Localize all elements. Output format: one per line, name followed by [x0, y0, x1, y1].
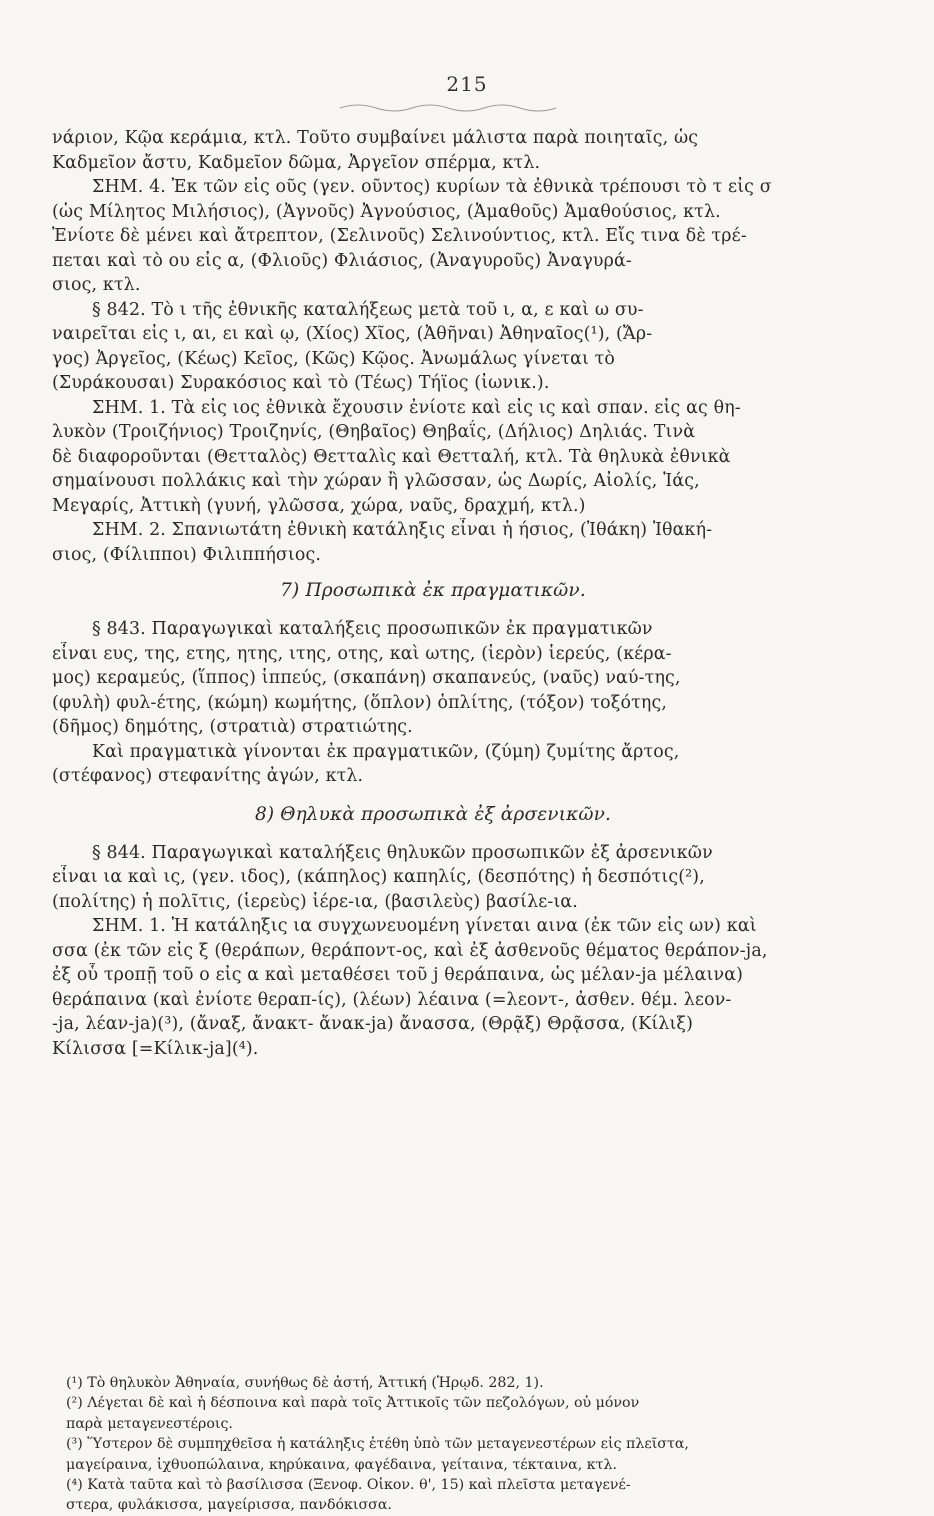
text-line: νάριον, Κῷα κεράμια, κτλ. Τοῦτο συμβαίνει μάλιστα παρὰ ποιηταῖς, ὡς — [52, 128, 699, 148]
text-line: § 843. Παραγωγικαὶ καταλήξεις προσωπικῶν ἐκ πραγματικῶν — [92, 619, 653, 639]
text-line: σσα (ἐκ τῶν εἰς ξ (θεράπων, θεράποντ-ος, καὶ ἐξ ἀσθενοῦς θέματος θεράπον-ja, — [52, 940, 768, 961]
text-line: (φυλὴ) φυλ-έτης, (κώμη) κωμήτης, (ὅπλον) ὁπλίτης, (τόξον) τοξότης, — [52, 692, 668, 713]
section-7-text — [52, 617, 814, 789]
text-line: σημαίνουσι πολλάκις καὶ τὴν χώραν ἢ γλῶσσαν, ὡς Δωρίς, Αἰολίς, Ἰάς, — [52, 471, 700, 491]
text-line: (¹) Τὸ θηλυκὸν Ἀθηναία, συνήθως δὲ ἀστή, Ἀττική (Ἡρῳδ. 282, 1). — [66, 1375, 544, 1391]
text-line: (⁴) Κατὰ ταῦτα καὶ τὸ βασίλισσα (Ξενοφ. Οἰκον. θ', 15) καὶ πλεῖστα μεταγενέ- — [66, 1476, 631, 1493]
text-line: στερα, φυλάκισσα, μαγείρισσα, πανδόκισσα. — [66, 1497, 392, 1514]
text-line: Ἐνίοτε δὲ μένει καὶ ἄτρεπτον, (Σελινοῦς) Σελινούντιος, κτλ. Εἴς τινα δὲ τρέ- — [52, 226, 747, 246]
text-line: ΣΗΜ. 1. Τὰ εἰς ιος ἐθνικὰ ἔχουσιν ἐνίοτε καὶ εἰς ις καὶ σπαν. εἰς ας θη- — [92, 397, 741, 418]
text-line: (³) Ὕστερον δὲ συμπηχθεῖσα ἡ κατάληξις ἐτέθη ὑπὸ τῶν μεταγενεστέρων εἰς πλεῖστα, — [66, 1436, 689, 1453]
text-line: θεράπαινα (καὶ ἐνίοτε θεραπ-ίς), (λέων) λέαινα (=λεοντ-, ἀσθεν. θέμ. λεον- — [52, 989, 732, 1010]
text-line: σιος, κτλ. — [52, 275, 141, 295]
section-8-text — [52, 841, 814, 1062]
text-line: δὲ διαφοροῦνται (Θετταλὸς) Θετταλὶς καὶ Θετταλή, κτλ. Τὰ θηλυκὰ ἐθνικὰ — [52, 446, 731, 467]
text-line: ναιρεῖται εἰς ι, αι, ει καὶ ῳ, (Χίος) Χῖος, (Ἀθῆναι) Ἀθηναῖος(¹), (Ἄρ- — [52, 324, 653, 344]
body-paragraphs — [52, 126, 814, 567]
text-line: Μεγαρίς, Ἀττικὴ (γυνή, γλῶσσα, χώρα, ναῦς, δραχμή, κτλ.) — [52, 495, 586, 516]
footnote-list — [66, 1373, 814, 1516]
section-heading-7: 7) Προσωπικὰ ἐκ πραγματικῶν. — [280, 580, 586, 601]
text-line: § 844. Παραγωγικαὶ καταλήξεις θηλυκῶν προσωπικῶν ἐξ ἀρσενικῶν — [92, 842, 713, 863]
text-line: Καὶ πραγματικὰ γίνονται ἐκ πραγματικῶν, (ζύμη) ζυμίτης ἄρτος, — [92, 741, 680, 762]
text-line: παρὰ μεταγενεστέροις. — [66, 1415, 233, 1432]
text-line: γος) Ἀργεῖος, (Κέως) Κεῖος, (Κῶς) Κῷος. Ἀνωμάλως γίνεται τὸ — [52, 348, 616, 369]
text-line: ἐξ οὗ τροπῇ τοῦ ο εἰς α καὶ μεταθέσει τοῦ j θεράπαινα, ὡς μέλαν-ja μέλαινα) — [52, 965, 744, 985]
page-number: 215 — [446, 72, 488, 96]
text-line: (ὡς Μίλητος Μιλήσιος), (Ἀγνοῦς) Ἀγνούσιος, (Ἀμαθοῦς) Ἀμαθούσιος, κτλ. — [52, 201, 721, 222]
text-line: εἶναι ια καὶ ις, (γεν. ιδος), (κάπηλος) καπηλίς, (δεσπότης) ἡ δεσπότις(²), — [52, 867, 705, 887]
text-line: -ja, λέαν-ja)(³), (ἄναξ, ἄνακτ- ἄνακ-ja) ἄνασσα, (Θρᾷξ) Θρᾷσσα, (Κίλιξ) — [52, 1014, 694, 1034]
text-line: Κίλισσα [=Κίλικ-ja](⁴). — [52, 1038, 259, 1059]
text-line: (στέφανος) στεφανίτης ἀγών, κτλ. — [52, 766, 364, 786]
main-text — [52, 126, 814, 1061]
text-line: μαγείραινα, ἰχθυοπώλαινα, κηρύκαινα, φαγέδαινα, γείταινα, τέκταινα, κτλ. — [66, 1456, 617, 1473]
footnotes — [66, 1373, 814, 1516]
text-line: (πολίτης) ἡ πολῖτις, (ἱερεὺς) ἱέρε-ια, (βασιλεὺς) βασίλε-ια. — [52, 891, 578, 912]
text-line: § 842. Τὸ ι τῆς ἐθνικῆς καταλήξεως μετὰ τοῦ ι, α, ε καὶ ω συ- — [92, 299, 644, 320]
text-line: λυκὸν (Τροιζήνιος) Τροιζηνίς, (Θηβαῖος) Θηβαΐς, (Δήλιος) Δηλιάς. Τινὰ — [52, 422, 696, 442]
text-line: (δῆμος) δημότης, (στρατιὰ) στρατιώτης. — [52, 717, 413, 737]
text-line: (Συράκουσαι) Συρακόσιος καὶ τὸ (Τέως) Τήϊος (ἰωνικ.). — [52, 373, 550, 393]
text-line: μος) κεραμεύς, (ἵππος) ἱππεύς, (σκαπάνη) σκαπανεύς, (ναῦς) ναύ-της, — [52, 668, 681, 688]
text-line: Καδμεῖον ἄστυ, Καδμεῖον δῶμα, Ἀργεῖον σπέρμα, κτλ. — [52, 152, 541, 173]
text-line: ΣΗΜ. 4. Ἐκ τῶν εἰς οῦς (γεν. οῦντος) κυρίων τὰ ἐθνικὰ τρέπουσι τὸ τ εἰς σ — [92, 177, 772, 197]
text-line: σιος, (Φίλιπποι) Φιλιππήσιος. — [52, 544, 322, 565]
text-line: εἶναι ευς, της, ετης, ητης, ιτης, οτης, καὶ ωτης, (ἱερὸν) ἱερεύς, (κέρα- — [52, 643, 672, 664]
text-line: ΣΗΜ. 1. Ἡ κατάληξις ια συγχωνευομένη γίνεται αινα (ἐκ τῶν εἰς ων) καὶ — [92, 916, 757, 936]
text-line: (²) Λέγεται δὲ καὶ ἡ δέσποινα καὶ παρὰ τοῖς Ἀττικοῖς τῶν πεζολόγων, οὐ μόνον — [66, 1395, 640, 1412]
text-line: πεται καὶ τὸ ου εἰς α, (Φλιοῦς) Φλιάσιος, (Ἀναγυροῦς) Ἀναγυρά- — [52, 250, 632, 271]
header-ornament — [338, 100, 558, 114]
text-line: ΣΗΜ. 2. Σπανιωτάτη ἐθνικὴ κατάληξις εἶναι ἡ ήσιος, (Ἰθάκη) Ἰθακή- — [92, 520, 713, 540]
section-heading-8: 8) Θηλυκὰ προσωπικὰ ἐξ ἀρσενικῶν. — [254, 803, 612, 825]
